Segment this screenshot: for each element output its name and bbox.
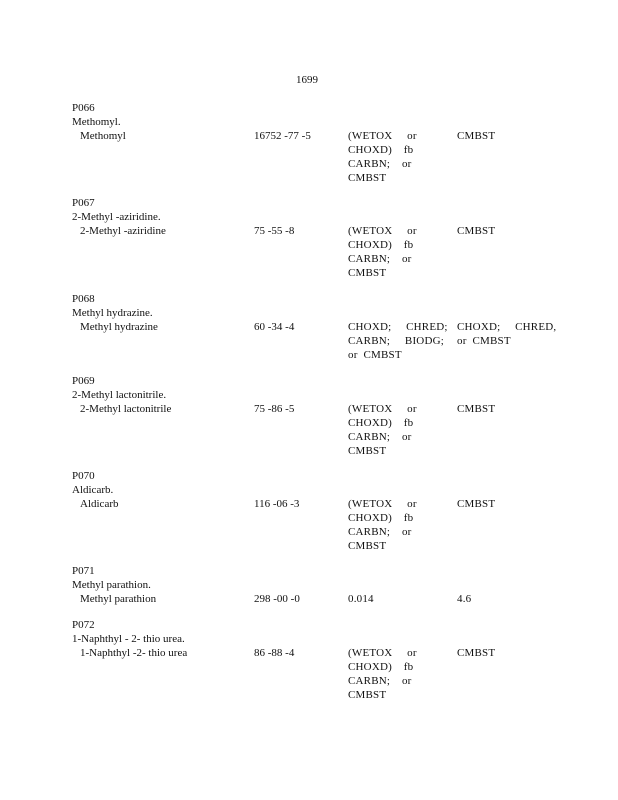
wastewater-standard: CHOXD; CHRED; CARBN; BIODG; or CMBST bbox=[348, 321, 448, 361]
waste-name: Methyl parathion. bbox=[72, 579, 151, 591]
wastewater-standard: (WETOX or CHOXD) fb CARBN; or CMBST bbox=[348, 647, 417, 701]
waste-name: Aldicarb. bbox=[72, 484, 114, 496]
waste-code: P071 bbox=[72, 565, 95, 577]
constituent-name: Methomyl bbox=[80, 130, 126, 142]
waste-entry-p070 bbox=[72, 469, 572, 552]
constituent-row bbox=[72, 224, 572, 279]
waste-name: Methomyl. bbox=[72, 116, 121, 128]
wastewater-standard: (WETOX or CHOXD) fb CARBN; or CMBST bbox=[348, 130, 417, 184]
waste-entry-p066 bbox=[72, 101, 572, 184]
cas-number: 86 -88 -4 bbox=[254, 647, 295, 659]
nonwastewater-standard: CMBST bbox=[457, 403, 496, 415]
cas-number: 116 -06 -3 bbox=[254, 498, 300, 510]
nonwastewater-standard: CMBST bbox=[457, 225, 496, 237]
cas-number: 298 -00 -0 bbox=[254, 593, 300, 605]
cas-number: 60 -34 -4 bbox=[254, 321, 295, 333]
waste-name: 2-Methyl -aziridine. bbox=[72, 211, 161, 223]
waste-entry-p072 bbox=[72, 618, 572, 701]
constituent-name: Methyl parathion bbox=[80, 593, 157, 605]
page-number: 1699 bbox=[296, 74, 318, 86]
constituent-name: 2-Methyl lactonitrile bbox=[80, 403, 172, 415]
wastewater-standard: (WETOX or CHOXD) fb CARBN; or CMBST bbox=[348, 225, 417, 279]
waste-name: 2-Methyl lactonitrile. bbox=[72, 389, 167, 401]
nonwastewater-standard: CMBST bbox=[457, 498, 496, 510]
constituent-row bbox=[72, 320, 572, 361]
constituent-name: Aldicarb bbox=[80, 498, 119, 510]
constituent-row bbox=[72, 592, 572, 606]
cas-number: 75 -55 -8 bbox=[254, 225, 295, 237]
constituent-row bbox=[72, 497, 572, 552]
nonwastewater-standard: 4.6 bbox=[457, 593, 472, 605]
constituent-name: Methyl hydrazine bbox=[80, 321, 158, 333]
waste-code: P072 bbox=[72, 619, 95, 631]
waste-entry-p071 bbox=[72, 564, 572, 606]
waste-name: Methyl hydrazine. bbox=[72, 307, 153, 319]
constituent-name: 1-Naphthyl -2- thio urea bbox=[80, 647, 188, 659]
nonwastewater-standard: CMBST bbox=[457, 130, 496, 142]
wastewater-standard: 0.014 bbox=[348, 593, 374, 605]
cas-number: 16752 -77 -5 bbox=[254, 130, 311, 142]
waste-entry-p067 bbox=[72, 196, 572, 279]
wastewater-standard: (WETOX or CHOXD) fb CARBN; or CMBST bbox=[348, 403, 417, 457]
waste-code: P068 bbox=[72, 293, 95, 305]
waste-code: P069 bbox=[72, 375, 95, 387]
constituent-row bbox=[72, 402, 572, 457]
nonwastewater-standard: CMBST bbox=[457, 647, 496, 659]
waste-entry-p069 bbox=[72, 374, 572, 457]
wastewater-standard: (WETOX or CHOXD) fb CARBN; or CMBST bbox=[348, 498, 417, 552]
waste-name: 1-Naphthyl - 2- thio urea. bbox=[72, 633, 185, 645]
waste-code: P066 bbox=[72, 102, 95, 114]
constituent-row bbox=[72, 646, 572, 701]
constituent-name: 2-Methyl -aziridine bbox=[80, 225, 166, 237]
waste-entry-p068 bbox=[72, 292, 572, 361]
constituent-row bbox=[72, 129, 572, 184]
cas-number: 75 -86 -5 bbox=[254, 403, 295, 415]
waste-code: P070 bbox=[72, 470, 95, 482]
waste-code: P067 bbox=[72, 197, 95, 209]
nonwastewater-standard: CHOXD; CHRED, or CMBST bbox=[457, 321, 557, 347]
